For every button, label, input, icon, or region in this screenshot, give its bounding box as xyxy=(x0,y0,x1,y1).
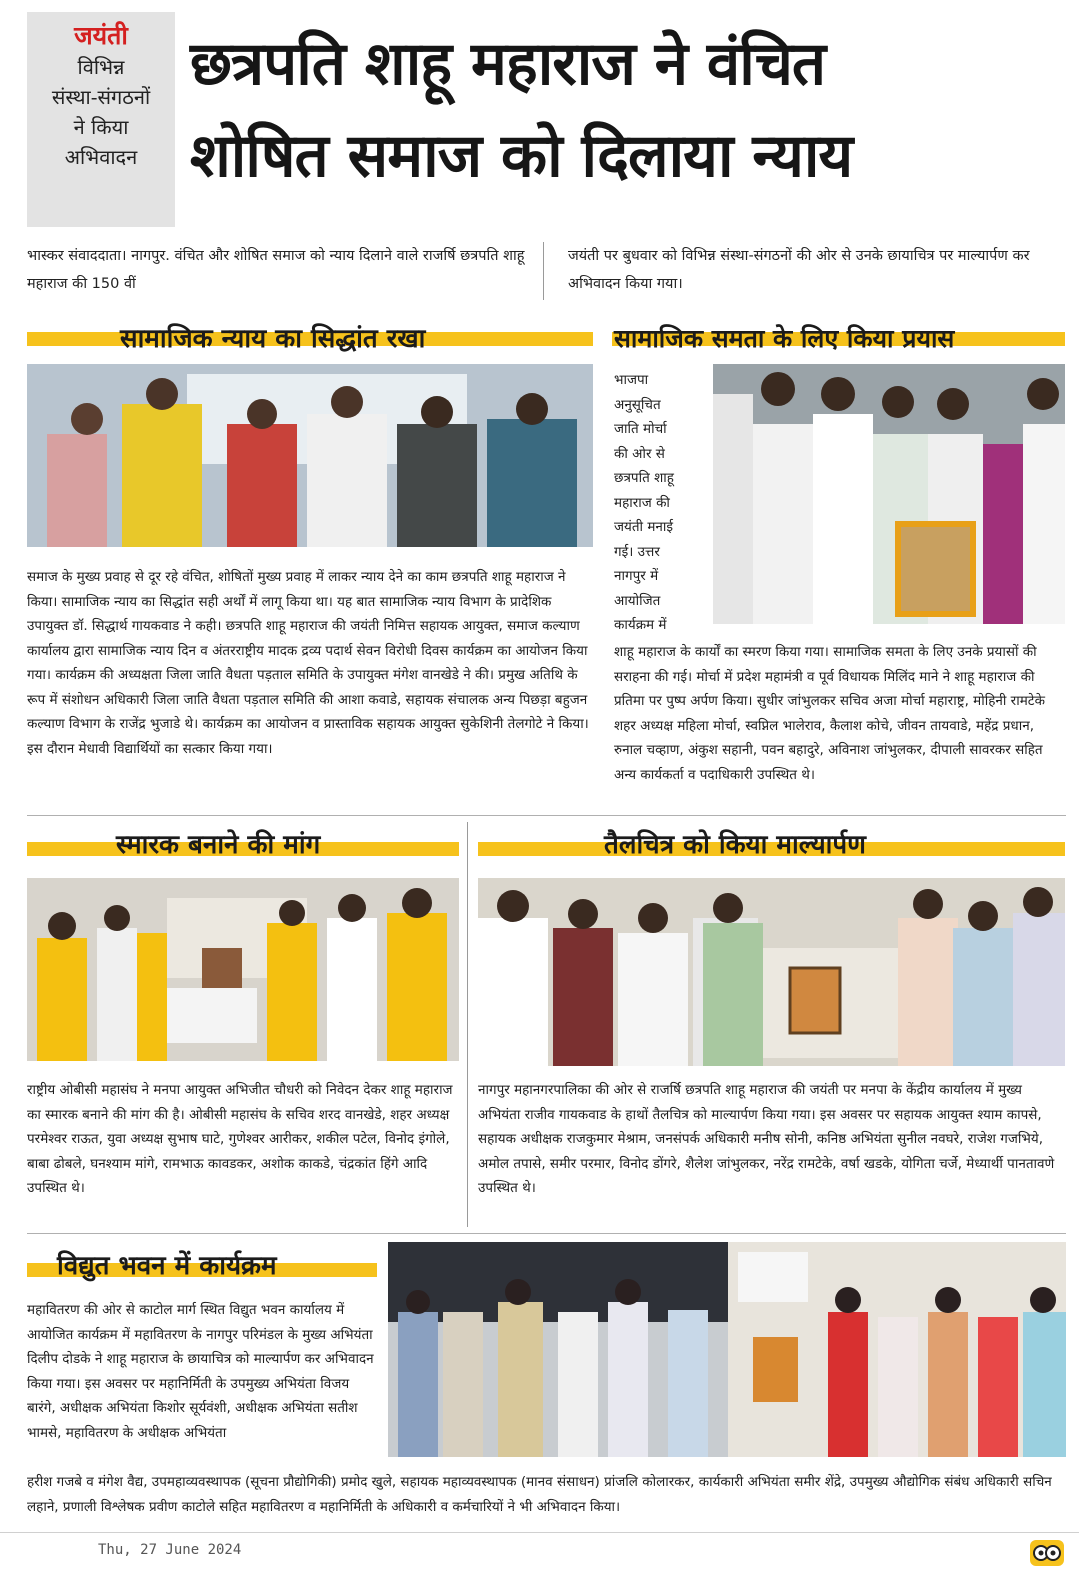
kicker-line-1: विभिन्न xyxy=(77,55,125,79)
section2-title: सामाजिक समता के लिए किया प्रयास xyxy=(614,324,955,353)
section5-body-bottom: हरीश गजबे व मंगेश वैद्य, उपमहाव्यवस्थापक (सूचना प्रौद्योगिकी) प्रमोद खुले, सहायक महाव्यवस्थापक (मानव संसाधन) प्रांजलि कोलारकर, कार्यकारी अभियंता समीर शेंद्रे, उपमुख्य औद्योगिक संबंध अधिकारी सचिन लहाने, प्रणाली विश्लेषक प्रवीण काटोले सहित महावितरण व महानिर्मिती के अधिकारी व कर्मचारियों ने भी अभिवादन किया। xyxy=(27,1474,1052,1515)
main-headline xyxy=(190,18,1070,202)
section2-line: अनुसूचित xyxy=(614,396,661,413)
section2-line: भाजपा xyxy=(614,372,649,388)
section4-photo xyxy=(478,878,1065,1066)
section3-title: स्मारक बनाने की मांग xyxy=(116,830,321,860)
section3-photo xyxy=(27,878,459,1061)
kicker-line-4: अभिवादन xyxy=(64,145,138,169)
section5-photo xyxy=(388,1242,1066,1457)
headline-line-1: छत्रपति शाहू महाराज ने वंचित xyxy=(190,29,826,99)
kicker-tag: जयंती xyxy=(74,21,128,50)
kicker-line-2: संस्था-संगठनों xyxy=(51,85,151,109)
section1-body: समाज के मुख्य प्रवाह से दूर रहे वंचित, शोषितों मुख्य प्रवाह में लाकर न्याय देने का काम छत्रपति शाहू महाराज ने किया। सामाजिक न्याय का सिद्धांत सही अर्थों में लागू किया था। यह बात सामाजिक न्याय विभाग के प्रादेशिक उपायुक्त डॉ. सिद्धार्थ गायकवाड ने कही। छत्रपति शाहू महाराज की जयंती निमित्त सहायक आयुक्त, समाज कल्याण कार्यालय द्वारा सामाजिक न्याय दिन व अंतरराष्ट्रीय मादक द्रव्य पदार्थ सेवन विरोधी दिवस कार्यक्रम का आयोजन किया गया। कार्यक्रम की अध्यक्षता जिला जाति वैधता पड़ताल समिति के उपायुक्त मंगेश वानखेडे ने की। प्रमुख अतिथि के रूप में संशोधन अधिकारी जिला जाति वैधता पड़ताल समिति की आशा कवाडे, सहायक संचालक अन्य पिछड़ा बहुजन कल्याण विभाग के राजेंद्र भुजाडे थे। कार्यक्रम का आयोजन व प्रास्ताविक सहायक आयुक्त सुकेशिनी तेलगोटे ने किया। इस दौरान मेधावी विद्यार्थियों का सत्कार किया गया। xyxy=(27,569,589,757)
kicker-line-3: ने किया xyxy=(73,115,129,139)
section2-line: छत्रपति शाहू xyxy=(614,470,674,486)
owl-icon xyxy=(1030,1540,1064,1566)
section2-line: आयोजित xyxy=(614,592,661,609)
side-kicker-box xyxy=(27,12,175,227)
section3-body: राष्ट्रीय ओबीसी महासंघ ने मनपा आयुक्त अभिजीत चौधरी को निवेदन देकर शाहू महाराज का स्मारक बनाने की मांग की है। ओबीसी महासंघ के सचिव शरद वानखेडे, शहर अध्यक्ष परमेश्वर राऊत, युवा अध्यक्ष सुभाष घाटे, गुणेश्वर आरीकर, शकील पटेल, विनोद इंगोले, बाबा ढोबले, घनश्याम मांगे, रामभाऊ कावडकर, अशोक काकडे, चंद्रकांत हिंगे आदि उपस्थित थे। xyxy=(27,1082,453,1196)
intro-left: भास्कर संवाददाता। नागपुर. वंचित और शोषित समाज को न्याय दिलाने वाले राजर्षि छत्रपति शाहू महाराज की 150 वीं xyxy=(27,248,525,292)
section2-line: की ओर से xyxy=(614,445,665,462)
col-divider-2 xyxy=(467,822,468,1227)
section2-narrow-text xyxy=(614,368,710,638)
section2-line: जाति मोर्चा xyxy=(614,421,667,437)
section2-line: कार्यक्रम में xyxy=(614,617,667,633)
section2-line: गई। उत्तर xyxy=(614,543,660,560)
footer-date: Thu, 27 June 2024 xyxy=(98,1542,242,1558)
section4-title: तैलचित्र को किया माल्यार्पण xyxy=(604,830,866,860)
section2-body: शाहू महाराज के कार्यों का स्मरण किया गया। सामाजिक समता के लिए उनके प्रयासों की सराहना की गई। मोर्चा में प्रदेश महामंत्री व पूर्व विधायक मिलिंद माने ने शाहू महाराज की प्रतिमा पर पुष्प अर्पण किया। सुधीर जांभुलकर सचिव अजा मोर्चा महाराष्ट्र, मोहिनी रामटेके शहर अध्यक्ष महिला मोर्चा, स्वप्निल भालेराव, कैलाश कोचे, जीवन तायवाडे, महेंद्र प्रधान, रुनाल चव्हाण, अंकुश सहानी, पवन बहादुरे, अविनाश जांभुलकर, दीपाली सावरकर सहित अन्य कार्यकर्ता व पदाधिकारी उपस्थित थे। xyxy=(614,644,1045,783)
section2-line: जयंती मनाई xyxy=(614,519,674,535)
section4-body: नागपुर महानगरपालिका की ओर से राजर्षि छत्रपति शाहू महाराज की जयंती पर मनपा के केंद्रीय कार्यालय में मुख्य अभियंता राजीव गायकवाड के हाथों तैलचित्र को माल्यार्पण किया गया। इस अवसर पर सहायक आयुक्त श्याम कापसे, सहायक अधीक्षक राजकुमार मेश्राम, जनसंपर्क अधिकारी मनीष सोनी, कनिष्ठ अभियंता सुनील नवघरे, राजेश गजभिये, अमोल तपासे, समीर परमार, विनोद डोंगरे, शैलेश जांभुलकर, नरेंद्र रामटेके, वर्षा खडके, योगिता चर्जे, मेध्यार्थी पानतावणे उपस्थित थे। xyxy=(478,1082,1055,1196)
footer-rule xyxy=(0,1532,1079,1533)
row-divider-2 xyxy=(27,1233,1066,1234)
section5-title: विद्युत भवन में कार्यक्रम xyxy=(57,1251,277,1281)
section2-photo xyxy=(713,364,1065,624)
section2-line: महाराज की xyxy=(614,494,670,511)
intro-right: जयंती पर बुधवार को विभिन्न संस्था-संगठनों की ओर से उनके छायाचित्र पर माल्यार्पण कर अभिवादन किया गया। xyxy=(568,248,1030,292)
section5-body: महावितरण की ओर से काटोल मार्ग स्थित विद्युत भवन कार्यालय में आयोजित कार्यक्रम में महावितरण के नागपुर परिमंडल के मुख्य अभियंता दिलीप दोडके ने शाहू महाराज के छायाचित्र को माल्यार्पण कर अभिवादन किया गया। इस अवसर पर महानिर्मिती के उपमुख्य अभियंता विजय बारंगे, अधीक्षक अभियंता किशोर सूर्यवंशी, अधीक्षक अभियंता सतीश भामसे, महावितरण के अधीक्षक अभियंता xyxy=(27,1302,374,1441)
row-divider-1 xyxy=(27,815,1066,816)
section1-title: सामाजिक न्याय का सिद्धांत रखा xyxy=(120,324,426,354)
section2-line: नागपुर में xyxy=(614,568,659,584)
headline-line-2: शोषित समाज को दिलाया न्याय xyxy=(190,121,853,191)
section1-photo xyxy=(27,364,593,547)
intro-divider xyxy=(543,242,544,300)
